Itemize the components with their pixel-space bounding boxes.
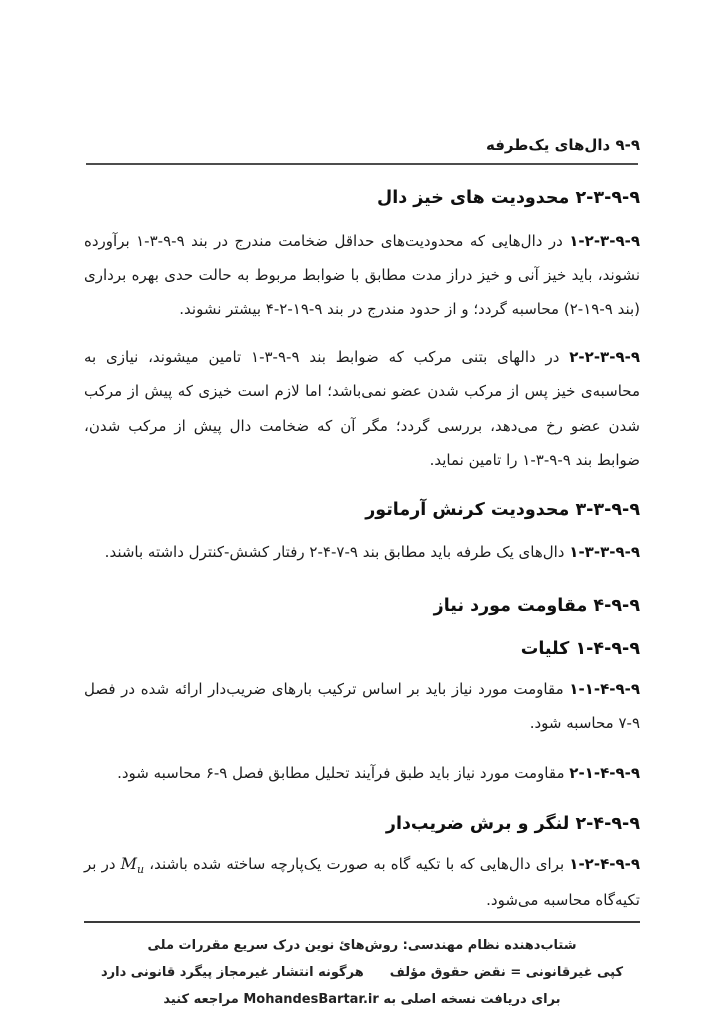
clause-text: مقاومت مورد نیاز باید بر اساس ترکیب بارهای ضریب‌دار ارائه شده در فصل ۹-‏۷ محاسبه شود. (84, 680, 640, 733)
footer-line-slogan: شتاب‌دهنده نظام مهندسی: روش‌هائ نوین درک سریع مقررات ملی (147, 938, 577, 953)
footer-line-website: برای دریافت نسخه اصلی به MohandesBartar.ir مراجعه کنید (163, 992, 561, 1007)
clause-text: دال‌های یک طرفه باید مطابق بند ۹-‏۷-‏۴-‏۲ رفتار کشش-کنترل داشته باشند. (104, 542, 565, 561)
clause-text: در دالهای بتنی مرکب که ضوابط بند ۹-‏۹-‏۳-‏۱ تامین میشوند، نیازی به محاسبه‌ی خیز پس از مرکب شدن عضو نمی‌باشد؛ اما لازم است خیزی که پیش از مرکب شدن عضو رخ می‌دهد، بررسی گردد؛ مگر آن که ضخامت دال پیش از مرکب شدن، ضوابط بند ۹-‏۹-‏۳-‏۱ را تامین نماید. (84, 348, 640, 469)
moment-symbol-Mu (120, 854, 145, 877)
clause-text: در بر تکیه‌گاه محاسبه می‌شود. (84, 855, 640, 909)
header-rule (86, 163, 638, 165)
section-heading-factored-moment-shear: ۹-‏۹-‏۴-‏۲ لنگر و برش ضریب‌دار (385, 813, 640, 834)
running-head (84, 136, 640, 154)
footer-rule (84, 921, 640, 923)
clause-paragraph (84, 846, 640, 917)
footer-line-copyright (0, 959, 724, 986)
clause-number: ۹-‏۹-‏۴-‏۱-‏۱ (569, 680, 640, 698)
section-heading-generals: ۹-‏۹-‏۴-‏۱ کلیات (520, 639, 640, 660)
running-head-title: ۹-‏۹ دال‌های یک‌طرفه (486, 136, 640, 154)
clause-number: ۹-‏۹-‏۴-‏۲-‏۱ (569, 855, 640, 874)
website-name: MohandesBartar.ir (243, 992, 379, 1007)
clause-number: ۹-‏۹-‏۳-‏۳-‏۱ (569, 542, 640, 561)
clause-text: مقاومت مورد نیاز باید طبق فرآیند تحلیل مطابق فصل ۹-‏۶ محاسبه شود. (117, 764, 565, 783)
section-heading-required-strength: ۹-‏۹-‏۴ مقاومت مورد نیاز (433, 595, 640, 616)
clause-number: ۹-‏۹-‏۴-‏۱-‏۲ (569, 764, 640, 783)
footer-copyright-right: کپی غیرقانونی = نقض حقوق مؤلف (389, 965, 624, 980)
clause-paragraph (84, 224, 640, 327)
footer-copyright-left: هرگونه انتشار غیرمجاز پیگرد قانونی دارد (100, 965, 364, 980)
moment-symbol-subscript: u (137, 863, 145, 877)
clause-number: ۹-‏۹-‏۳-‏۲-‏۱ (569, 231, 640, 250)
clause-paragraph (84, 340, 640, 477)
clause-number: ۹-‏۹-‏۳-‏۲-‏۲ (569, 348, 640, 367)
clause-paragraph (84, 535, 640, 569)
section-heading-strain-limit: ۹-‏۹-‏۳-‏۳ محدودیت کرنش آرماتور (365, 499, 640, 520)
clause-paragraph (84, 672, 640, 740)
clause-paragraph (84, 756, 640, 790)
moment-symbol-base: M (120, 854, 138, 874)
clause-text: برای دال‌هایی که با تکیه گاه به صورت یک‌پارچه ساخته شده باشند، (144, 855, 565, 874)
section-heading-deflection-limits: ۹-‏۹-‏۳-‏۲ محدودیت های خیز دال (377, 188, 640, 208)
page-footer (0, 932, 724, 1013)
clause-text: در دال‌هایی که محدودیت‌های حداقل ضخامت مندرج در بند ۹-‏۹-‏۳-‏۱ برآورده نشوند، باید خیز آنی و خیز دراز مدت مطابق با ضوابط مربوط به حالت حدی بهره برداری (بند ۹-‏۱۹-‏۲) محاسبه گردد؛ و از حدود مندرج در بند ۹-‏۱۹-‏۲-‏۴ بیشتر نشوند. (84, 231, 640, 318)
